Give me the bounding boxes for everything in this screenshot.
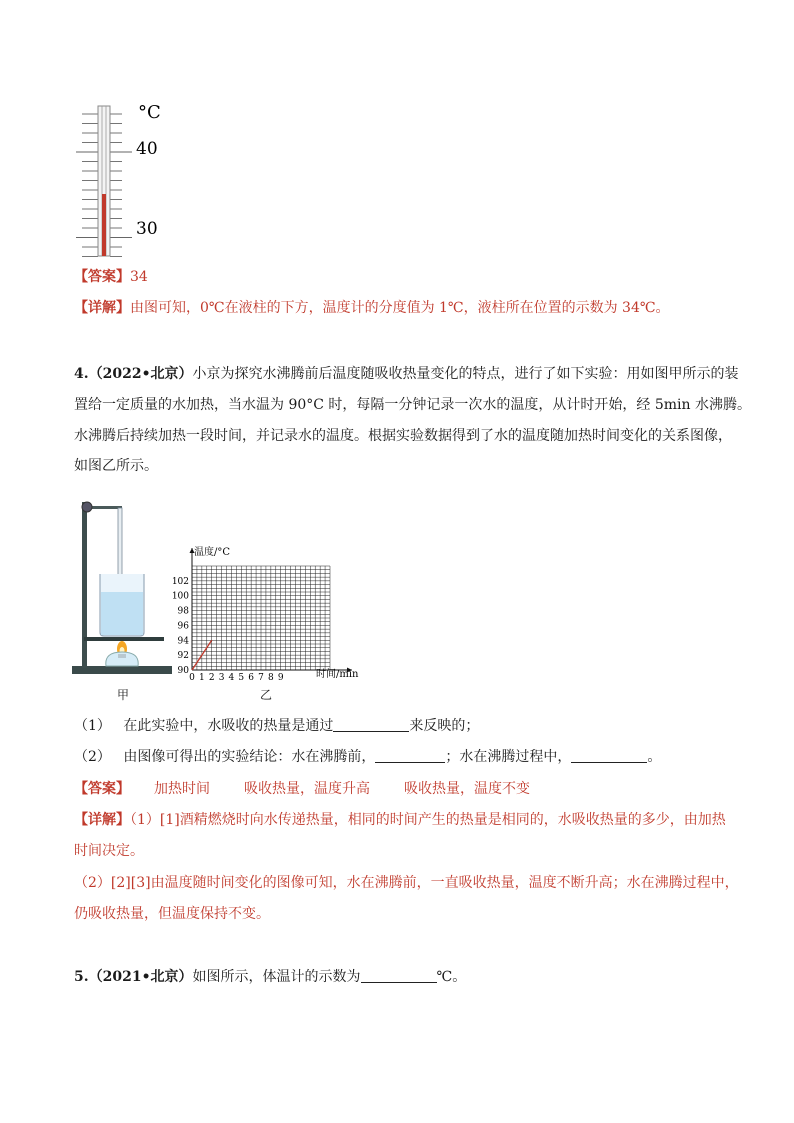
q3-answer-line — [74, 267, 148, 287]
q4-detail-line-4: 仍吸收热量，但温度保持不变。 — [74, 906, 270, 922]
q4-sub2-text-c: 。 — [647, 749, 662, 765]
chart-y-ticks — [172, 577, 189, 676]
q4-detail-text-1: （1）[1]酒精燃烧时向水传递热量，相同的时间产生的热量是相同的，水吸收热量的多少，由加热 — [130, 812, 726, 828]
beaker-water — [101, 592, 143, 635]
thermometer-liquid-column — [102, 194, 106, 256]
thermometer-label-30: 30 — [136, 219, 158, 239]
figure-label-jia: 甲 — [117, 688, 130, 702]
q5-text-b: ℃。 — [436, 969, 467, 985]
q4-stem-line-2: 置给一定质量的水加热，当水温为 90°C 时，每隔一分钟记录一次水的温度，从计时开始，经 5min 水沸腾。 — [74, 397, 752, 413]
q4-stem-line-1 — [74, 364, 739, 384]
detail-tag: 【详解】 — [74, 812, 130, 828]
q4-number: 4. — [74, 366, 89, 382]
q4-answer-1: 加热时间 — [154, 781, 210, 797]
chart-x-tick-label: 4 — [228, 673, 235, 683]
q4-sub1-line — [74, 716, 479, 736]
q4-sub2-text-a: 由图像可得出的实验结论：水在沸腾前， — [123, 749, 376, 765]
chart-y-label: 温度/°C — [194, 547, 231, 558]
figure-label-yi: 乙 — [260, 688, 273, 702]
q4-detail-line-1 — [74, 810, 726, 830]
clamp-knob — [82, 502, 92, 512]
chart-x-tick-label: 0 — [189, 673, 195, 683]
q4-stem-line-3: 水沸腾后持续加热一段时间，并记录水的温度。根据实验数据得到了水的温度随加热时间变化的关系图像， — [74, 428, 732, 444]
thermometer-unit: °C — [138, 102, 161, 123]
q5-text-a: 如图所示，体温计的示数为 — [192, 969, 361, 985]
q3-detail-text: 由图可知，0℃在液柱的下方，温度计的分度值为 1℃，液柱所在位置的示数为 34℃。 — [130, 300, 670, 316]
q4-sub2-number: （2） — [74, 749, 111, 765]
q4-sub1-text-a: 在此实验中，水吸收的热量是通过 — [123, 718, 334, 734]
q5-source: （2021•北京） — [88, 969, 193, 985]
chart-y-tick-label: 102 — [171, 576, 189, 587]
q4-sub2-text-b: ；水在沸腾过程中， — [445, 749, 572, 765]
q4-detail-line-3: （2）[2][3]由温度随时间变化的图像可知，水在沸腾前，一直吸收热量，温度不断升高；水在沸腾过程中， — [74, 875, 739, 891]
q4-source: （2022•北京） — [88, 366, 193, 382]
q4-answer-2: 吸收热量，温度升高 — [244, 781, 370, 797]
detail-tag: 【详解】 — [74, 300, 130, 316]
q4-sub2-blank-1[interactable] — [375, 748, 445, 763]
q4-answer-line — [74, 779, 530, 799]
q4-sub1-number: （1） — [74, 718, 111, 734]
q4-sub1-blank[interactable] — [333, 717, 409, 732]
chart-x-ticks — [189, 673, 284, 683]
chart-x-tick-label: 1 — [198, 673, 205, 683]
q5-blank[interactable] — [361, 968, 437, 983]
q4-answer-3: 吸收热量，温度不变 — [404, 781, 530, 797]
q5-number: 5. — [74, 969, 89, 985]
q4-sub1-text-b: 来反映的； — [409, 718, 480, 734]
chart-x-tick-label: 2 — [208, 673, 215, 683]
thermometer-figure — [70, 96, 180, 261]
lamp-neck — [118, 654, 126, 658]
chart-x-label: 时间/min — [316, 669, 359, 680]
gauze-ring — [84, 637, 164, 641]
chart-x-tick-label: 5 — [238, 673, 245, 683]
q4-sub2-line — [74, 747, 661, 767]
chart-x-tick-label: 8 — [267, 673, 274, 683]
chart-y-tick-label: 100 — [171, 591, 189, 602]
q4-stem-line-4: 如图乙所示。 — [74, 458, 158, 474]
q3-answer-value: 34 — [130, 269, 148, 285]
chart-y-tick-label: 96 — [177, 621, 189, 632]
stand-rod — [82, 502, 87, 668]
chart-x-tick-label: 9 — [277, 673, 284, 683]
chart-y-tick-label: 92 — [177, 651, 189, 662]
chart-x-tick-label: 6 — [248, 673, 255, 683]
q4-stem-text-1: 小京为探究水沸腾前后温度随吸收热量变化的特点，进行了如下实验：用如图甲所示的装 — [192, 366, 739, 382]
q4-detail-line-2: 时间决定。 — [74, 843, 144, 859]
chart-y-tick-label: 94 — [177, 636, 189, 647]
q3-detail-line — [74, 298, 670, 318]
apparatus-figure — [70, 494, 180, 684]
chart-x-tick-label: 7 — [258, 673, 264, 683]
temperature-time-chart — [170, 540, 370, 690]
thermometer-label-40: 40 — [136, 139, 158, 159]
chart-y-tick-label: 98 — [177, 606, 189, 617]
chart-y-tick-label: 90 — [177, 666, 189, 676]
chart-x-tick-label: 3 — [218, 673, 225, 683]
answer-tag: 【答案】 — [74, 781, 130, 797]
q5-stem-line — [74, 967, 466, 987]
chart-grid — [192, 566, 330, 670]
q4-sub2-blank-2[interactable] — [571, 748, 647, 763]
answer-tag: 【答案】 — [74, 269, 130, 285]
